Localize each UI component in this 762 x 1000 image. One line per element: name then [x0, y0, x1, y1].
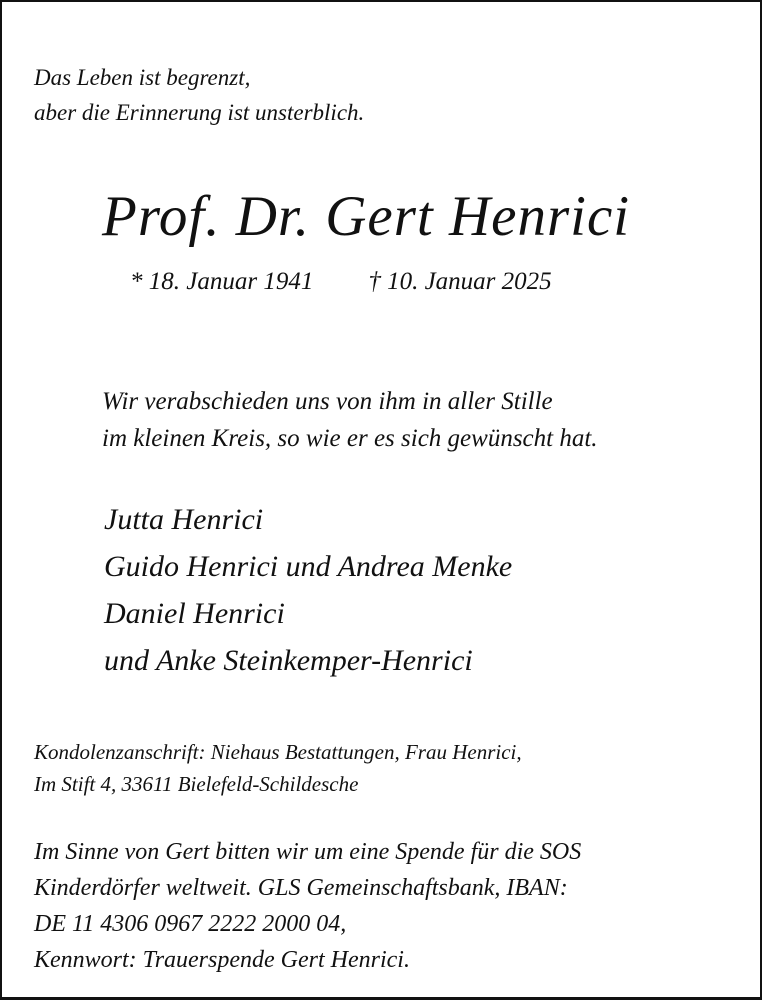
farewell-line: im kleinen Kreis, so wie er es sich gewünscht hat.: [102, 425, 598, 452]
mourner-name: Guido Henrici und Andrea Menke: [104, 550, 513, 583]
motto-line: Das Leben ist begrenzt,: [34, 65, 251, 90]
birth-date: * 18. Januar 1941: [130, 268, 314, 295]
farewell-line: Wir verabschieden uns von ihm in aller Stille: [102, 388, 553, 415]
condolence-address: [34, 736, 522, 800]
mourner-name: Daniel Henrici: [104, 597, 285, 630]
mourner-name: und Anke Steinkemper-Henrici: [104, 644, 473, 677]
donation-line: Kinderdörfer weltweit. GLS Gemeinschaftsbank, IBAN:: [34, 875, 568, 901]
donation-request: [34, 834, 581, 978]
donation-iban: DE 11 4306 0967 2222 2000 04,: [34, 911, 347, 937]
mourner-name: Jutta Henrici: [104, 503, 264, 536]
condolence-line: Kondolenzanschrift: Niehaus Bestattungen, Frau Henrici,: [34, 740, 522, 764]
farewell-text: [102, 383, 598, 457]
life-dates: [130, 268, 552, 296]
condolence-line: Im Stift 4, 33611 Bielefeld-Schildesche: [34, 772, 359, 796]
mourners-list: [104, 496, 512, 684]
deceased-name: Prof. Dr. Gert Henrici: [102, 185, 631, 248]
motto: [34, 60, 364, 130]
donation-keyword: Kennwort: Trauerspende Gert Henrici.: [34, 947, 410, 973]
motto-line: aber die Erinnerung ist unsterblich.: [34, 100, 365, 125]
death-date: † 10. Januar 2025: [368, 268, 552, 295]
donation-line: Im Sinne von Gert bitten wir um eine Spende für die SOS: [34, 839, 582, 865]
